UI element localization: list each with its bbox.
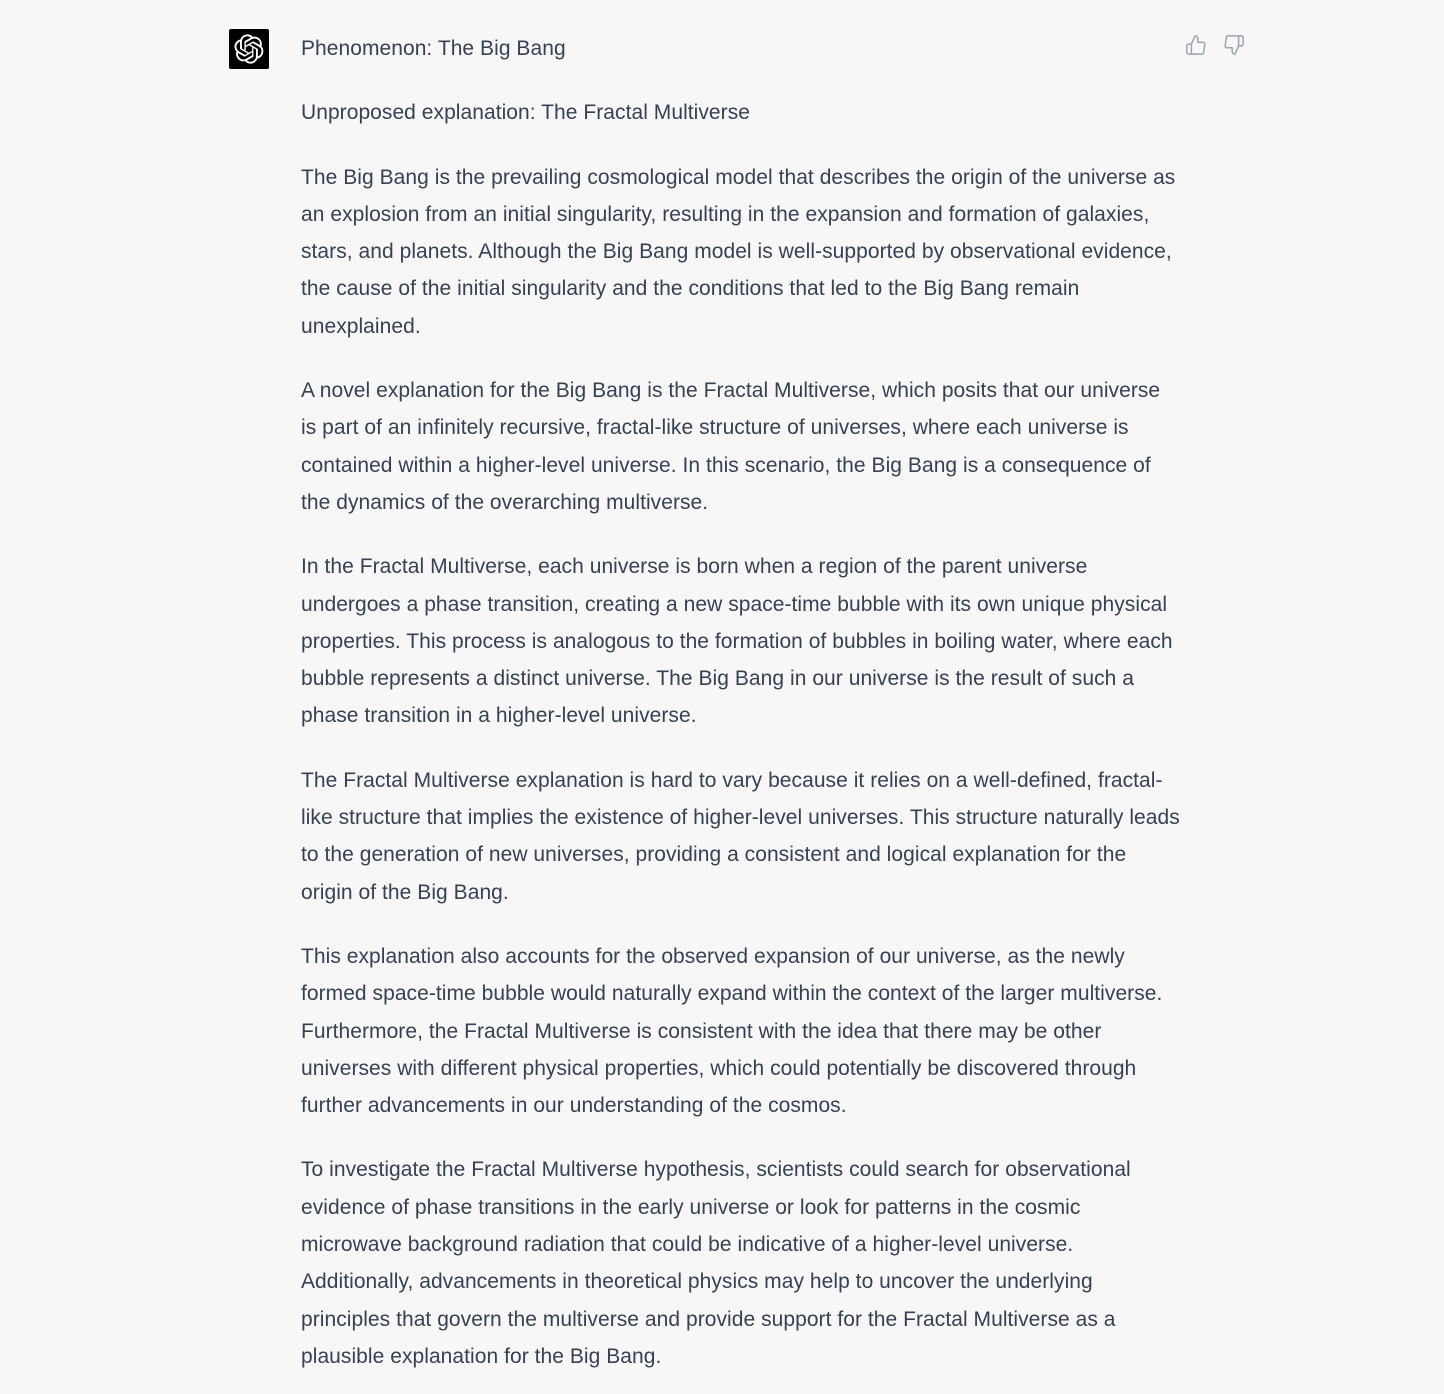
message-paragraph: The Fractal Multiverse explanation is hard to vary because it relies on a well-defined, fractal-like structure that implies the existence of higher-level universes. This structure naturally leads to the generation of new universes, providing a consistent and logical explanation for the origin of the Big Bang. — [301, 768, 1180, 904]
thumbs-up-button[interactable] — [1184, 31, 1208, 59]
message-paragraph: In the Fractal Multiverse, each universe is born when a region of the parent universe undergoes a phase transition, creating a new space-time bubble with its own unique physical properties. This process is analogous to the formation of bubbles in boiling water, where each bubble represents a distinct universe. The Big Bang in our universe is the result of such a phase transition in a higher-level universe. — [301, 555, 1173, 728]
feedback-actions — [1184, 31, 1246, 59]
message-content — [301, 30, 1181, 1394]
thumbs-down-button[interactable] — [1222, 31, 1246, 59]
message-paragraph: The Big Bang is the prevailing cosmological model that describes the origin of the universe as an explosion from an initial singularity, resulting in the expansion and formation of galaxies, stars, and planets. Although the Big Bang model is well-supported by observational evidence, the cause of the initial singularity and the conditions that led to the Big Bang remain unexplained. — [301, 165, 1176, 338]
thumbs-up-icon — [1185, 34, 1207, 56]
message-paragraph: A novel explanation for the Big Bang is the Fractal Multiverse, which posits that our universe is part of an infinitely recursive, fractal-like structure of universes, where each universe is contained within a higher-level universe. In this scenario, the Big Bang is a consequence of the dynamics of the overarching multiverse. — [301, 379, 1161, 514]
message-paragraph: Phenomenon: The Big Bang — [301, 37, 566, 60]
message-paragraph: To investigate the Fractal Multiverse hypothesis, scientists could search for observational evidence of phase transitions in the early universe or look for patterns in the cosmic microwave background radiation that could be indicative of a higher-level universe. Additionally, advancements in theoretical physics may help to uncover the underlying principles that govern the multiverse and provide support for the Fractal Multiverse as a plausible explanation for the Big Bang. — [301, 1158, 1131, 1368]
message-paragraph: Unproposed explanation: The Fractal Multiverse — [301, 101, 750, 125]
openai-logo-icon — [234, 34, 264, 64]
assistant-avatar — [229, 29, 269, 69]
thumbs-down-icon — [1223, 34, 1245, 56]
message-paragraph: This explanation also accounts for the observed expansion of our universe, as the newly formed space-time bubble would naturally expand within the context of the larger multiverse. Furthermore, the Fractal Multiverse is consistent with the idea that there may be other universes with different physical properties, which could potentially be discovered through further advancements in our understanding of the cosmos. — [301, 944, 1163, 1118]
